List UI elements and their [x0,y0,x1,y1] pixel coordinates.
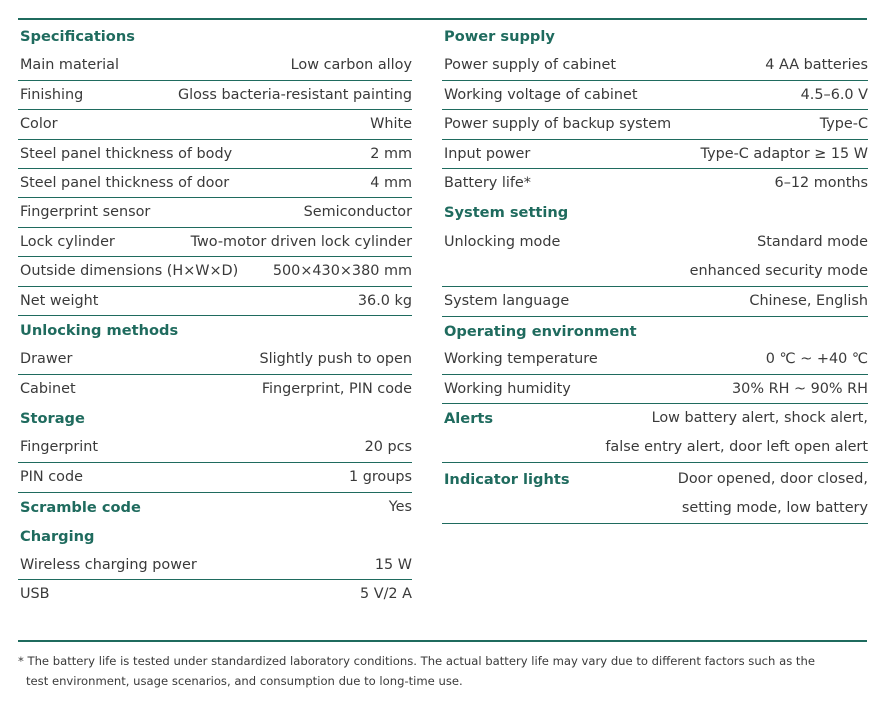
spec-row-continued [442,494,868,523]
spec-row [18,463,412,492]
spec-row-continued [442,257,868,286]
spec-value: 36.0 kg [357,292,412,309]
heading-label: Scramble code [20,499,141,517]
spec-value: 15 W [374,557,412,574]
spec-label: Unlocking mode [444,233,561,250]
spec-row [442,169,868,198]
footnote [18,651,868,691]
spec-value: 0 ℃ ~ +40 ℃ [765,351,868,368]
spec-value: Semiconductor [303,204,412,221]
spec-row [18,140,412,169]
heading-label: Specifications [20,28,135,45]
spec-value: Type-C adaptor ≥ 15 W [700,145,868,162]
spec-row [442,110,868,139]
section-heading-operating-environment [442,316,868,345]
heading-label: Operating environment [444,322,637,340]
spec-value: 1 groups [348,468,412,485]
spec-row-continued [442,433,868,462]
section-heading-indicator-lights: Indicator lights [444,470,570,488]
spec-row [442,345,868,374]
spec-label: Working voltage of cabinet [444,86,638,103]
spec-label: Main material [20,57,119,74]
spec-row [442,140,868,169]
spec-label: Lock cylinder [20,233,115,250]
heading-label: Storage [20,410,85,428]
spec-row [18,257,412,286]
spec-label: Cabinet [20,380,76,397]
spec-row [18,228,412,257]
footnote-line: * The battery life is tested under standardized laboratory conditions. The actual battery life may vary due to different factors such as the [18,654,815,668]
section-heading-charging [18,522,412,551]
spec-label: System language [444,292,570,309]
spec-value: 30% RH ~ 90% RH [732,380,868,397]
spec-row [18,345,412,374]
section-heading-scramble-code [18,492,412,521]
spec-value: Slightly push to open [259,351,412,368]
bottom-rule [18,640,867,642]
spec-label: Power supply of backup system [444,116,672,133]
spec-row [18,169,412,198]
heading-label: System setting [444,204,569,222]
spec-label: Finishing [20,86,84,103]
spec-row [18,110,412,139]
spec-value: 2 mm [370,145,412,162]
spec-row [18,433,412,462]
spec-label: PIN code [20,468,83,485]
spec-value: Chinese, English [749,292,868,309]
section-heading-specifications [18,22,412,51]
spec-value: 20 pcs [364,439,412,456]
spec-row [18,287,412,316]
spec-label: Input power [444,145,531,162]
spec-label: Fingerprint sensor [20,204,151,221]
spec-value: false entry alert, door left open alert [605,439,868,456]
spec-row [18,551,412,580]
spec-value: Two-motor driven lock cylinder [190,233,412,250]
spec-label: Wireless charging power [20,557,197,574]
spec-value: Type-C [819,116,868,133]
spec-label: Working temperature [444,351,598,368]
spec-value: Door opened, door closed, [677,470,868,487]
spec-value: White [370,116,412,133]
spec-label: Color [20,116,58,133]
spec-row [442,375,868,404]
section-heading-system-setting [442,198,868,227]
section-heading-storage [18,404,412,433]
section-alerts [442,404,868,433]
footnote-line: test environment, usage scenarios, and consumption due to long-time use. [26,674,463,688]
spec-row [18,81,412,110]
section-heading-alerts: Alerts [444,410,494,428]
spec-row [442,228,868,257]
spec-value: 5 V/2 A [360,586,412,603]
spec-label: Fingerprint [20,439,99,456]
right-column [442,22,868,524]
spec-value: 4.5–6.0 V [800,86,868,103]
spec-value: 6–12 months [774,174,868,191]
heading-label: Unlocking methods [20,321,179,339]
spec-label: Working humidity [444,380,571,397]
spec-value: 4 mm [370,174,412,191]
spec-value: 500×430×380 mm [272,263,412,280]
spec-row [442,51,868,80]
spec-row [18,375,412,404]
spec-value: Gloss bacteria-resistant painting [177,86,412,103]
top-rule [18,18,867,20]
section-heading-unlocking-methods [18,316,412,345]
spec-row [18,580,412,609]
heading-label: Charging [20,527,95,545]
spec-label: Net weight [20,292,99,309]
spec-row [18,51,412,80]
spec-row [442,287,868,316]
spec-value: enhanced security mode [689,263,868,280]
spec-value: Standard mode [757,233,868,250]
spec-label: Outside dimensions (H×W×D) [20,263,239,280]
spec-value: Low carbon alloy [290,57,412,74]
spec-label: Steel panel thickness of door [20,174,230,191]
spec-value: setting mode, low battery [681,500,868,517]
spec-label: USB [20,586,50,603]
left-column [18,22,412,610]
spec-value: Fingerprint, PIN code [261,380,412,397]
section-indicator-lights [442,465,868,494]
spec-label: Power supply of cabinet [444,57,616,74]
spec-value: 4 AA batteries [765,57,868,74]
heading-label: Power supply [444,28,555,45]
spec-row [18,198,412,227]
spec-label: Steel panel thickness of body [20,145,233,162]
spec-value: Yes [388,499,412,516]
spec-label: Battery life* [444,174,531,191]
spec-row [442,81,868,110]
spec-label: Drawer [20,351,73,368]
section-heading-power-supply [442,22,868,51]
spec-value: Low battery alert, shock alert, [651,410,868,427]
